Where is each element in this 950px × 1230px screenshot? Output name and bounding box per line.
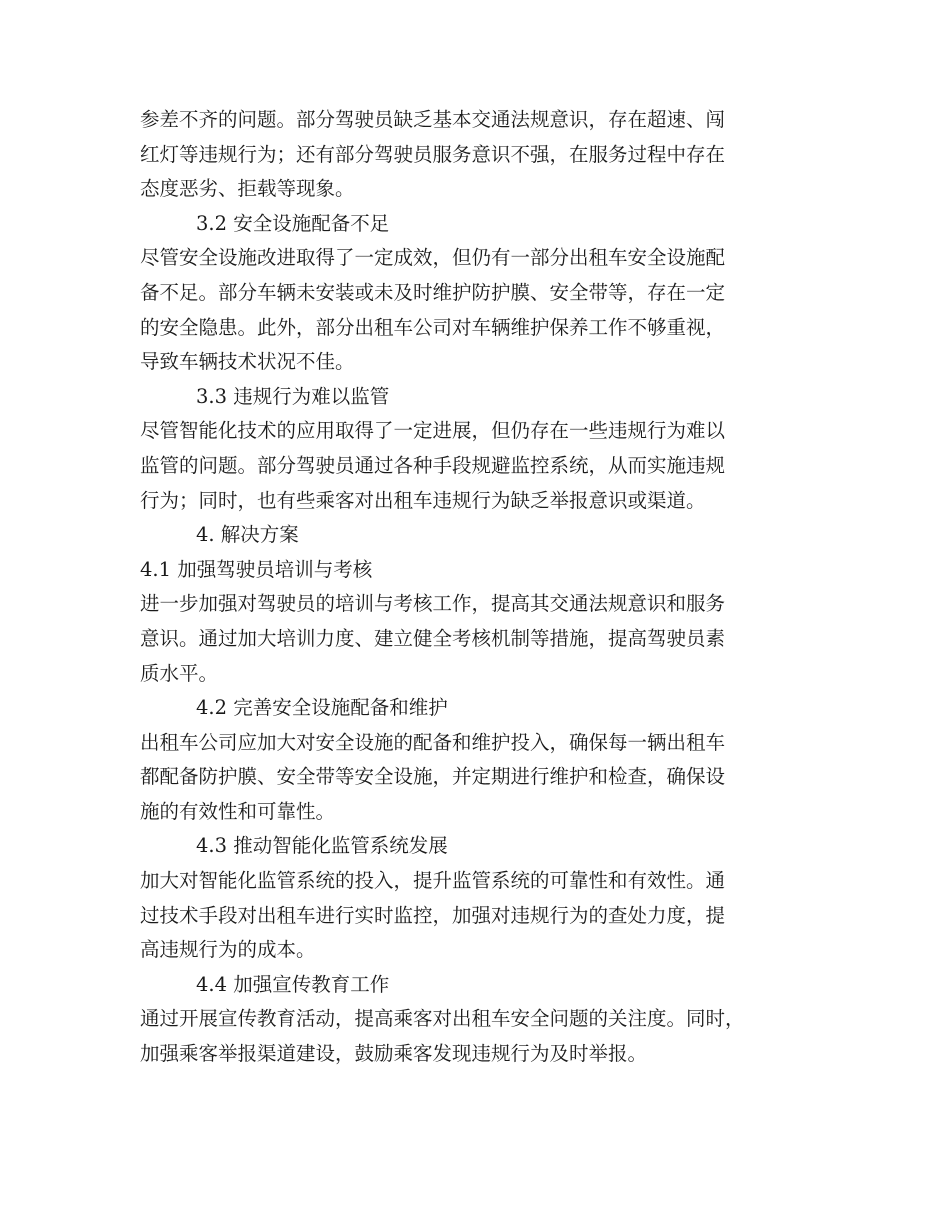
section-heading: 4.4 加强宣传教育工作 (196, 972, 390, 996)
text-line: 加强乘客举报渠道建设，鼓励乘客发现违规行为及时举报。 (140, 1042, 648, 1066)
text-line: 都配备防护膜、安全带等安全设施，并定期进行维护和检查，确保设 (140, 765, 726, 789)
text-line: 加大对智能化监管系统的投入，提升监管系统的可靠性和有效性。通 (140, 869, 726, 893)
text-line: 高违规行为的成本。 (140, 938, 316, 962)
text-line: 监管的问题。部分驾驶员通过各种手段规避监控系统，从而实施违规 (140, 453, 726, 477)
text-line: 尽管安全设施改进取得了一定成效，但仍有一部分出租车安全设施配 (140, 246, 726, 270)
text-line: 进一步加强对驾驶员的培训与考核工作，提高其交通法规意识和服务 (140, 592, 726, 616)
text-line: 备不足。部分车辆未安装或未及时维护防护膜、安全带等，存在一定 (140, 280, 726, 304)
text-line: 行为；同时，也有些乘客对出租车违规行为缺乏举报意识或渠道。 (140, 488, 706, 512)
section-heading: 4.3 推动智能化监管系统发展 (196, 834, 448, 858)
section-heading: 3.3 违规行为难以监管 (196, 384, 390, 408)
text-line: 意识。通过加大培训力度、建立健全考核机制等措施，提高驾驶员素 (140, 626, 726, 650)
section-heading: 4.2 完善安全设施配备和维护 (196, 696, 448, 720)
text-line: 出租车公司应加大对安全设施的配备和维护投入，确保每一辆出租车 (140, 730, 726, 754)
section-heading: 4. 解决方案 (196, 523, 299, 547)
text-line: 施的有效性和可靠性。 (140, 799, 336, 823)
text-line: 的安全隐患。此外，部分出租车公司对车辆维护保养工作不够重视， (140, 315, 726, 339)
text-line: 过技术手段对出租车进行实时监控，加强对违规行为的查处力度，提 (140, 903, 726, 927)
text-line: 导致车辆技术状况不佳。 (140, 350, 355, 374)
text-line: 通过开展宣传教育活动，提高乘客对出租车安全问题的关注度。同时， (140, 1007, 745, 1031)
text-line: 态度恶劣、拒载等现象。 (140, 177, 355, 201)
section-heading: 4.1 加强驾驶员培训与考核 (140, 557, 373, 581)
text-line: 质水平。 (140, 661, 219, 685)
section-heading: 3.2 安全设施配备不足 (196, 211, 390, 235)
document-body (140, 103, 840, 1072)
text-line: 红灯等违规行为；还有部分驾驶员服务意识不强，在服务过程中存在 (140, 142, 726, 166)
text-line: 参差不齐的问题。部分驾驶员缺乏基本交通法规意识，存在超速、闯 (140, 108, 726, 131)
text-line: 尽管智能化技术的应用取得了一定进展，但仍存在一些违规行为难以 (140, 419, 726, 443)
